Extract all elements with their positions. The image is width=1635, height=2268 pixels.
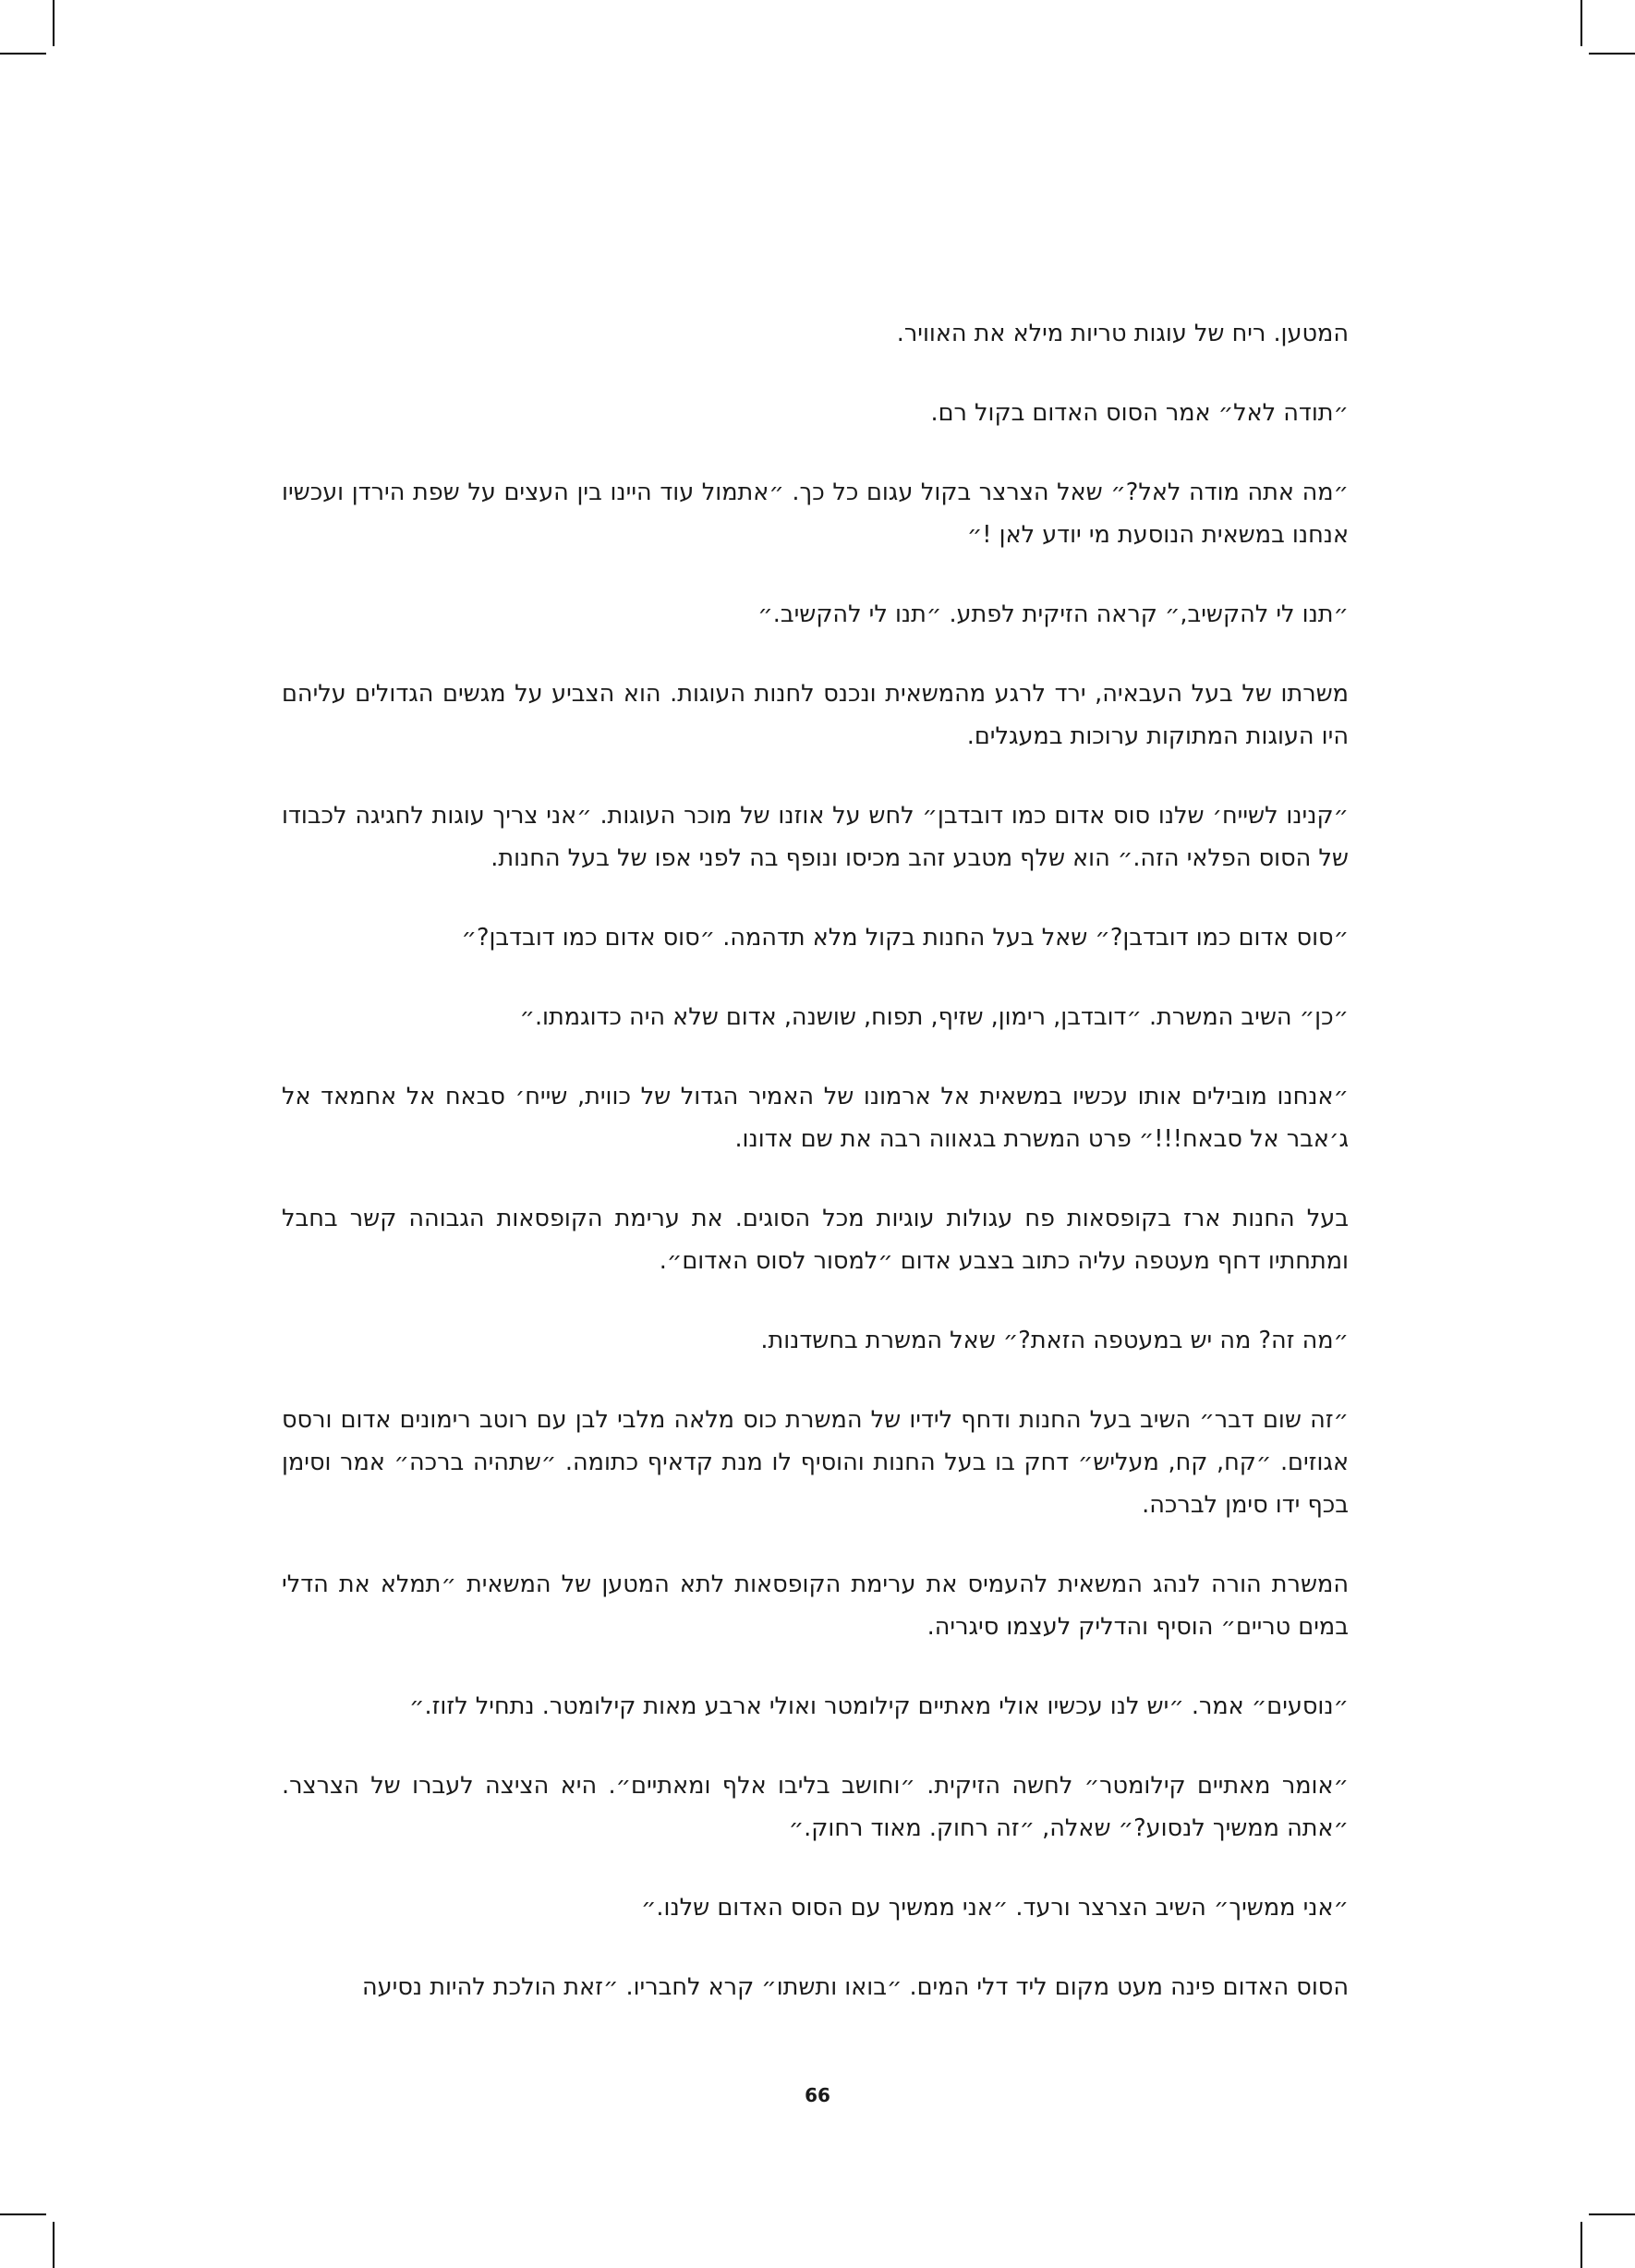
crop-mark-bottom-right-horizontal [1589, 2213, 1635, 2215]
paragraph-11: ״מה זה? מה יש במעטפה הזאת?״ שאל המשרת בחשדנות. [760, 1327, 1349, 1354]
paragraph-4: ״תנו לי להקשיב,״ קראה הזיקית לפתע. ״תנו לי להקשיב.״ [757, 600, 1349, 628]
body-text [282, 312, 1349, 2008]
paragraph-1: המטען. ריח של עוגות טריות מילא את האוויר. [896, 320, 1349, 347]
paragraph-9: ״אנחנו מובילים אותו עכשיו במשאית אל ארמונו של האמיר הגדול של כווית, שייח׳ סבאח אל אחמאד אל ג׳אבר אל סבאח!!!״ פרט המשרת בגאווה רבה את שם אדונו. [282, 1083, 1349, 1153]
crop-mark-top-left-vertical [53, 0, 54, 46]
page-number: 66 [805, 2084, 830, 2106]
paragraph-15: ״אומר מאתיים קילומטר״ לחשה הזיקית. ״וחושב בליבו אלף ומאתיים״. היא הציצה לעברו של הצרצר. ״אתה ממשיך לנסוע?״ שאלה, ״זה רחוק. מאוד רחוק.״ [282, 1772, 1349, 1842]
crop-mark-bottom-left-vertical [53, 2222, 54, 2268]
paragraph-17: הסוס האדום פינה מעט מקום ליד דלי המים. ״בואו ותשתו״ קרא לחבריו. ״זאת הולכת להיות נסיעה [362, 1973, 1349, 2001]
paragraph-6: ״קנינו לשייח׳ שלנו סוס אדום כמו דובדבן״ לחש על אוזנו של מוכר העוגות. ״אני צריך עוגות לחגיגה לכבודו של הסוס הפלאי הזה.״ הוא שלף מטבע זהב מכיסו ונופף בה לפני אפו של בעל החנות. [282, 802, 1349, 872]
paragraph-8: ״כן״ השיב המשרת. ״דובדבן, רימון, שזיף, תפוח, שושנה, אדום שלא היה כדוגמתו.״ [519, 1003, 1349, 1031]
paragraph-3: ״מה אתה מודה לאל?״ שאל הצרצר בקול עגום כל כך. ״אתמול עוד היינו בין העצים על שפת הירדן ועכשיו אנחנו במשאית הנוסעת מי יודע לאן !״ [282, 479, 1349, 549]
paragraph-12: ״זה שום דבר״ השיב בעל החנות ודחף לידיו של המשרת כוס מלאה מלבי לבן עם רוטב רימונים אדום ורסס אגוזים. ״קח, קח, מעליש״ דחק בו בעל החנות והוסיף לו מנת קדאיף כתומה. ״שתהיה ברכה״ אמר וסימן בכף ידו סימן לברכה. [282, 1406, 1349, 1519]
paragraph-16: ״אני ממשיך״ השיב הצרצר ורעד. ״אני ממשיך עם הסוס האדום שלנו.״ [640, 1894, 1349, 1922]
paragraph-2: ״תודה לאל״ אמר הסוס האדום בקול רם. [930, 399, 1349, 427]
paragraph-5: משרתו של בעל העבאיה, ירד לרגע מהמשאית ונכנס לחנות העוגות. הוא הצביע על מגשים הגדולים עליהם היו העוגות המתוקות ערוכות במעגלים. [282, 680, 1349, 750]
paragraph-10: בעל החנות ארז בקופסאות פח עגולות עוגיות מכל הסוגים. את ערימת הקופסאות הגבוהה קשר בחבל ומתחתיו דחף מעטפה עליה כתוב בצבע אדום ״למסור לסוס האדום״. [282, 1205, 1349, 1275]
paragraph-7: ״סוס אדום כמו דובדבן?״ שאל בעל החנות בקול מלא תדהמה. ״סוס אדום כמו דובדבן?״ [461, 924, 1349, 952]
crop-mark-bottom-left-horizontal [0, 2213, 46, 2215]
crop-mark-top-right-vertical [1580, 0, 1582, 46]
crop-mark-top-left-horizontal [0, 53, 46, 55]
crop-mark-bottom-right-vertical [1580, 2222, 1582, 2268]
paragraph-14: ״נוסעים״ אמר. ״יש לנו עכשיו אולי מאתיים קילומטר ואולי ארבע מאות קילומטר. נתחיל לזוז.״ [409, 1692, 1349, 1720]
crop-mark-top-right-horizontal [1589, 53, 1635, 55]
paragraph-13: המשרת הורה לנהג המשאית להעמיס את ערימת הקופסאות לתא המטען של המשאית ״תמלא את הדלי במים טריים״ הוסיף והדליק לעצמו סיגריה. [282, 1571, 1349, 1641]
